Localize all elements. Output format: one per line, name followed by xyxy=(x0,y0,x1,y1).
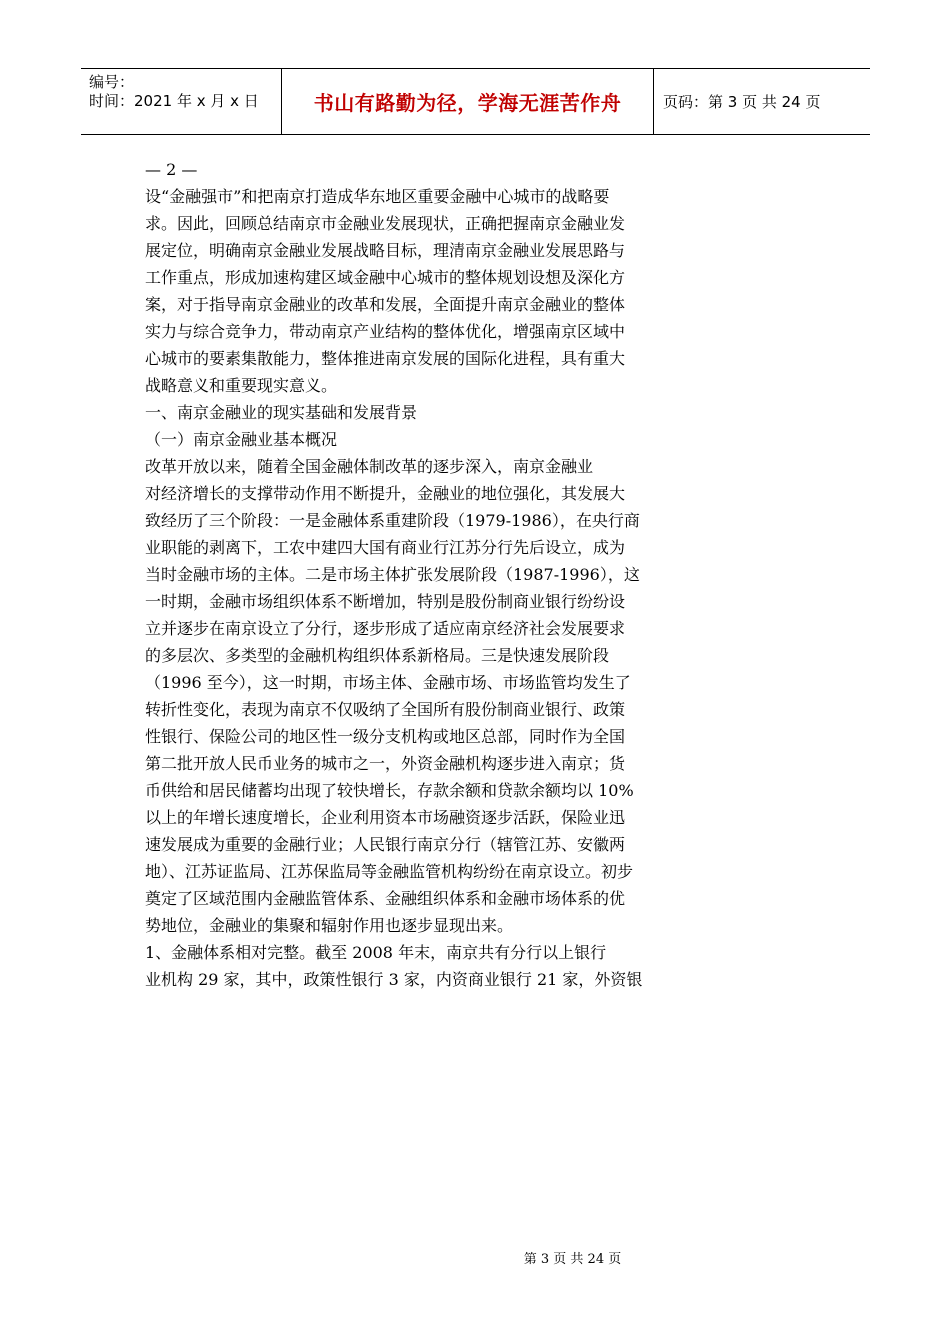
body-line: 设“金融强市”和把南京打造成华东地区重要金融中心城市的战略要 xyxy=(145,187,610,206)
document-number-label: 编号： xyxy=(89,73,135,91)
body-line: 速发展成为重要的金融行业；人民银行南京分行（辖管江苏、安徽两 xyxy=(145,835,626,854)
body-line: 第二批开放人民币业务的城市之一，外资金融机构逐步进入南京；货 xyxy=(145,754,626,773)
body-line: 实力与综合竞争力，带动南京产业结构的整体优化，增强南京区域中 xyxy=(145,322,626,341)
body-line: 转折性变化，表现为南京不仅吸纳了全国所有股份制商业银行、政策 xyxy=(145,700,626,719)
body-line: 势地位，金融业的集聚和辐射作用也逐步显现出来。 xyxy=(145,916,514,935)
body-line: 案，对于指导南京金融业的改革和发展，全面提升南京金融业的整体 xyxy=(145,295,626,314)
body-line: 立并逐步在南京设立了分行，逐步形成了适应南京经济社会发展要求 xyxy=(145,619,626,638)
body-line: 求。因此，回顾总结南京市金融业发展现状，正确把握南京金融业发 xyxy=(145,214,626,233)
body-line: 的多层次、多类型的金融机构组织体系新格局。三是快速发展阶段 xyxy=(145,646,610,665)
section-heading: （一）南京金融业基本概况 xyxy=(145,430,338,449)
body-line: 当时金融市场的主体。二是市场主体扩张发展阶段（1987-1996），这 xyxy=(145,565,640,584)
body-line: 对经济增长的支撑带动作用不断提升，金融业的地位强化，其发展大 xyxy=(145,484,626,503)
page-marker: — 2 — xyxy=(145,160,198,179)
header-motto-cell xyxy=(281,69,654,134)
body-line: 业机构 29 家，其中，政策性银行 3 家，内资商业银行 21 家，外资银 xyxy=(145,970,643,989)
body-line: 工作重点，形成加速构建区域金融中心城市的整体规划设想及深化方 xyxy=(145,268,626,287)
body-line: 币供给和居民储蓄均出现了较快增长，存款余额和贷款余额均以 10% xyxy=(145,781,634,800)
body-line: 一时期，金融市场组织体系不断增加，特别是股份制商业银行纷纷设 xyxy=(145,592,626,611)
body-line: 战略意义和重要现实意义。 xyxy=(145,376,338,395)
document-header xyxy=(81,68,870,135)
subsection-heading: 改革开放以来，随着全国金融体制改革的逐步深入，南京金融业 xyxy=(145,457,594,476)
header-motto: 书山有路勤为径，学海无涯苦作舟 xyxy=(313,91,622,115)
body-line: 奠定了区域范围内金融监管体系、金融组织体系和金融市场体系的优 xyxy=(145,889,626,908)
body-line: 业职能的剥离下，工农中建四大国有商业行江苏分行先后设立，成为 xyxy=(145,538,626,557)
body-line: 地）、江苏证监局、江苏保监局等金融监管机构纷纷在南京设立。初步 xyxy=(145,862,634,881)
header-page-code: 页码：第 3 页 共 24 页 xyxy=(663,93,821,111)
body-line: 展定位，明确南京金融业发展战略目标，理清南京金融业发展思路与 xyxy=(145,241,626,260)
body-line: 心城市的要素集散能力，整体推进南京发展的国际化进程，具有重大 xyxy=(145,349,626,368)
header-meta-cell xyxy=(81,69,281,134)
document-date: 时间：2021 年 x 月 x 日 xyxy=(89,92,259,110)
body-line: 致经历了三个阶段：一是金融体系重建阶段（1979-1986），在央行商 xyxy=(145,511,640,530)
body-line: 性银行、保险公司的地区性一级分支机构或地区总部，同时作为全国 xyxy=(145,727,626,746)
page-footer xyxy=(0,1248,950,1267)
header-page-cell xyxy=(654,69,870,134)
footer-page-indicator: 第 3 页 共 24 页 xyxy=(523,1252,622,1267)
body-line: （1996 至今），这一时期，市场主体、金融市场、市场监管均发生了 xyxy=(145,673,631,692)
body-line: 1、金融体系相对完整。截至 2008 年末，南京共有分行以上银行 xyxy=(145,943,607,962)
body-line: 以上的年增长速度增长，企业利用资本市场融资逐步活跃，保险业迅 xyxy=(145,808,626,827)
body-line: 一、南京金融业的现实基础和发展背景 xyxy=(145,403,418,422)
